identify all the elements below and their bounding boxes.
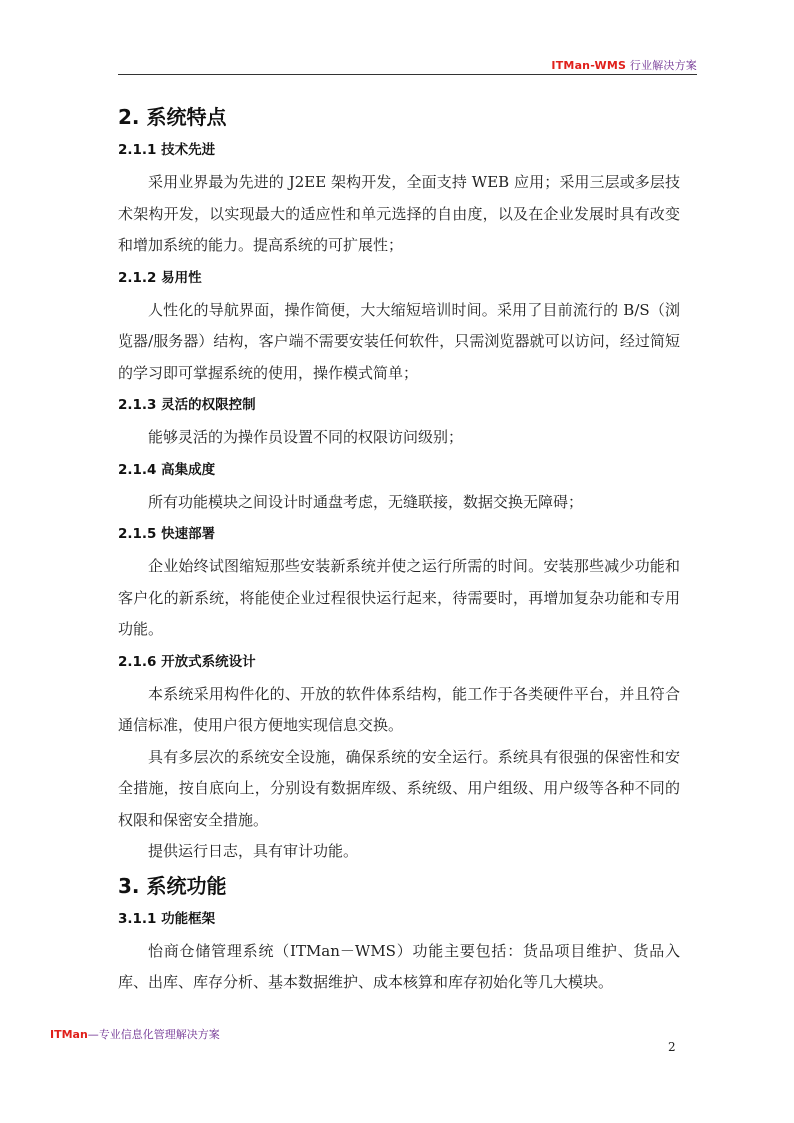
header-brand-logo: ITMan-WMS [551, 59, 627, 72]
paragraph-2-1-1: 采用业界最为先进的 J2EE 架构开发，全面支持 WEB 应用；采用三层或多层技术架构开发，以实现最大的适应性和单元选择的自由度，以及在企业发展时具有改变和增加系统的能力。提高系统的可扩展性； [118, 173, 680, 254]
subsection-heading-2-1-4: 2.1.4 高集成度 [118, 461, 216, 478]
section-heading-2: 2. 系统特点 [118, 105, 227, 129]
paragraph-2-1-6-a: 本系统采用构件化的、开放的软件体系结构，能工作于各类硬件平台，并且符合通信标准，使用户很方便地实现信息交换。 [118, 684, 680, 734]
paragraph-2-1-6-c: 提供运行日志，具有审计功能。 [148, 842, 359, 860]
paragraph-2-1-2: 人性化的导航界面，操作简便，大大缩短培训时间。采用了目前流行的 B/S（浏览器/服务器）结构，客户端不需要安装任何软件，只需浏览器就可以访问，经过简短的学习即可掌握系统的使用，操作模式简单； [118, 300, 680, 382]
header-brand-tagline: 行业解决方案 [626, 59, 697, 72]
footer-brand-tagline: —专业信息化管理解决方案 [87, 1028, 220, 1041]
header-divider [118, 74, 697, 75]
paragraph-2-1-6-b: 具有多层次的系统安全设施，确保系统的安全运行。系统具有很强的保密性和安全措施，按自底向上，分别设有数据库级、系统级、用户组级、用户级等各种不同的权限和保密安全措施。 [118, 747, 680, 829]
paragraph-3-1-1: 怡商仓储管理系统（ITMan－WMS）功能主要包括：货品项目维护、货品入库、出库、库存分析、基本数据维护、成本核算和库存初始化等几大模块。 [118, 941, 680, 991]
subsection-heading-2-1-5: 2.1.5 快速部署 [118, 526, 216, 542]
subsection-heading-2-1-6: 2.1.6 开放式系统设计 [118, 653, 256, 670]
subsection-heading-2-1-1: 2.1.1 技术先进 [118, 142, 216, 158]
document-body [118, 100, 680, 999]
subsection-heading-3-1-1: 3.1.1 功能框架 [118, 910, 216, 927]
paragraph-2-1-3: 能够灵活的为操作员设置不同的权限访问级别； [148, 428, 464, 446]
paragraph-2-1-4: 所有功能模块之间设计时通盘考虑，无缝联接，数据交换无障碍； [148, 492, 584, 511]
header-brand [551, 57, 697, 73]
page-number: 2 [668, 1040, 676, 1054]
section-heading-3: 3. 系统功能 [118, 873, 227, 898]
paragraph-2-1-5: 企业始终试图缩短那些安装新系统并使之运行所需的时间。安装那些减少功能和客户化的新系统，将能使企业过程很快运行起来，待需要时，再增加复杂功能和专用功能。 [118, 557, 680, 638]
footer-brand [50, 1026, 220, 1042]
subsection-heading-2-1-2: 2.1.2 易用性 [118, 269, 202, 286]
subsection-heading-2-1-3: 2.1.3 灵活的权限控制 [118, 397, 256, 413]
footer-brand-logo: ITMan [50, 1028, 88, 1041]
